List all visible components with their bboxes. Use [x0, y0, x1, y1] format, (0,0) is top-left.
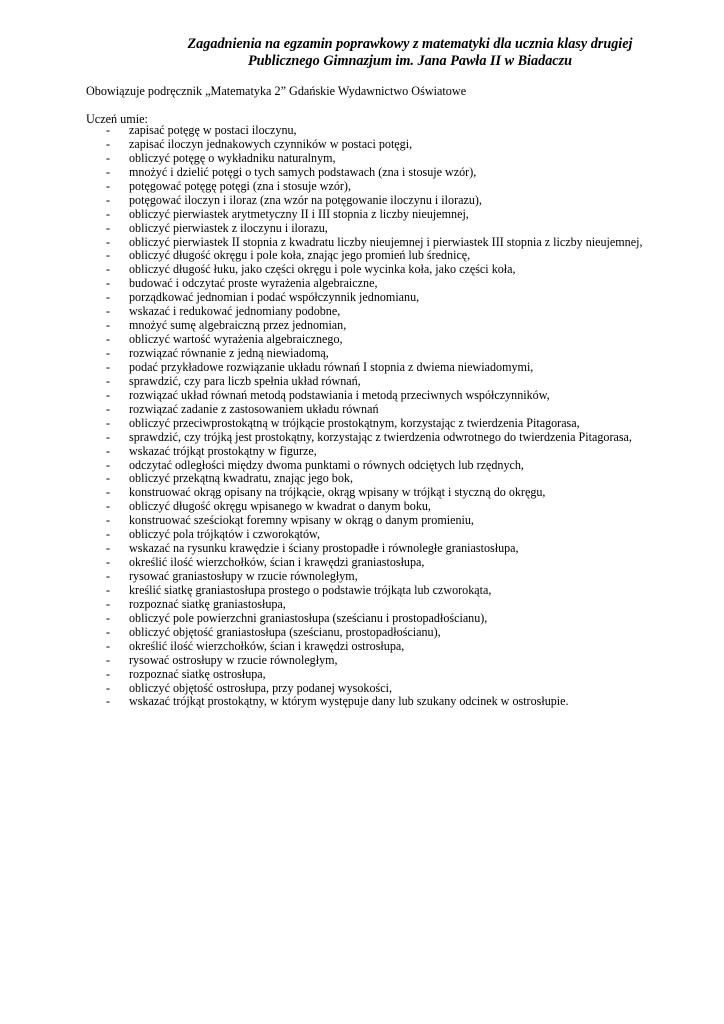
list-item-text: obliczyć wartość wyrażenia algebraicznego, — [129, 332, 343, 347]
list-bullet: - — [106, 304, 111, 319]
list-bullet: - — [106, 164, 111, 179]
skills-intro: Uczeń umie: — [86, 112, 148, 126]
list-item-text: konstruować okrąg opisany na trójkącie, okrąg wpisany w trójkąt i styczną do okręgu, — [129, 485, 546, 500]
list-item-text: potęgować potęgę potęgi (zna i stosuje wzór), — [129, 178, 351, 193]
list-bullet: - — [106, 373, 111, 388]
list-bullet: - — [106, 318, 111, 333]
list-bullet: - — [106, 262, 111, 277]
list-bullet: - — [106, 694, 111, 709]
list-bullet: - — [106, 555, 111, 570]
list-item-text: obliczyć pierwiastek II stopnia z kwadratu liczby nieujemnej i pierwiastek III stopnia z liczby nieujemnej, — [129, 234, 643, 249]
textbook-note: Obowiązuje podręcznik „Matematyka 2” Gdańskie Wydawnictwo Oświatowe — [86, 84, 467, 98]
list-item-text: wskazać trójkąt prostokątny w figurze, — [129, 443, 317, 458]
list-item-text: sprawdzić, czy trójką jest prostokątny, korzystając z twierdzenia odwrotnego do twierdzenia Pitagorasa, — [129, 429, 632, 444]
list-bullet: - — [106, 541, 111, 556]
list-item-text: odczytać odległości między dwoma punktami o równych odciętych lub rzędnych, — [129, 457, 524, 472]
list-item-text: obliczyć objętość graniastosłupa (sześcianu, prostopadłościanu), — [129, 624, 441, 639]
list-item-text: mnożyć i dzielić potęgi o tych samych podstawach (zna i stosuje wzór), — [129, 164, 477, 179]
list-item-text: obliczyć pola trójkątów i czworokątów, — [129, 527, 320, 542]
list-bullet: - — [106, 624, 111, 639]
list-bullet: - — [106, 666, 111, 681]
list-item-text: obliczyć pierwiastek z iloczynu i ilorazu, — [129, 220, 328, 235]
list-bullet: - — [106, 471, 111, 486]
list-bullet: - — [106, 234, 111, 249]
title-line-1: Zagadnienia na egzamin poprawkowy z matematyki dla ucznia klasy drugiej — [187, 36, 633, 52]
list-bullet: - — [106, 527, 111, 542]
list-item-text: mnożyć sumę algebraiczną przez jednomian, — [129, 318, 347, 333]
list-bullet: - — [106, 499, 111, 514]
list-bullet: - — [106, 443, 111, 458]
list-item-text: kreślić siatkę graniastosłupa prostego o podstawie trójkąta lub czworokąta, — [129, 582, 492, 597]
list-item-text: zapisać iloczyn jednakowych czynników w postaci potęgi, — [129, 136, 413, 151]
list-bullet: - — [106, 680, 111, 695]
list-item-text: rozpoznać siatkę graniastosłupa, — [129, 596, 286, 611]
list-bullet: - — [106, 569, 111, 583]
list-bullet: - — [106, 123, 111, 137]
list-bullet: - — [106, 429, 111, 444]
list-item-text: rysować graniastosłupy w rzucie równoległym, — [129, 569, 358, 583]
list-bullet: - — [106, 652, 111, 667]
list-item-text: wskazać trójkąt prostokątny, w którym występuje dany lub szukany odcinek w ostrosłupie. — [129, 694, 569, 709]
list-bullet: - — [106, 136, 111, 151]
list-item-text: rozwiązać zadanie z zastosowaniem układu równań — [129, 401, 379, 416]
list-item-text: konstruować sześciokąt foremny wpisany w okrąg o danym promieniu, — [129, 513, 474, 528]
list-item-text: obliczyć długość łuku, jako części okręgu i pole wycinka koła, jako części koła, — [129, 262, 516, 277]
list-item-text: rysować ostrosłupy w rzucie równoległym, — [129, 652, 338, 667]
list-bullet: - — [106, 346, 111, 360]
title-line-2: Publicznego Gimnazjum im. Jana Pawła II w Biadaczu — [247, 53, 572, 69]
list-item-text: wskazać na rysunku krawędzie i ściany prostopadłe i równoległe graniastosłupa, — [129, 541, 519, 556]
list-item-text: sprawdzić, czy para liczb spełnia układ równań, — [129, 373, 361, 388]
list-item-text: określić ilość wierzchołków, ścian i krawędzi graniastosłupa, — [129, 555, 425, 570]
list-bullet: - — [106, 513, 111, 528]
list-bullet: - — [106, 457, 111, 472]
list-item-text: rozwiązać układ równań metodą podstawiania i metodą przeciwnych współczynników, — [129, 387, 550, 402]
list-bullet: - — [106, 610, 111, 625]
list-bullet: - — [106, 206, 111, 221]
document-title — [60, 36, 724, 70]
list-item-text: obliczyć objętość ostrosłupa, przy podanej wysokości, — [129, 680, 392, 695]
list-item-text: obliczyć pole powierzchni graniastosłupa (sześcianu i prostopadłościanu), — [129, 610, 488, 625]
list-item-text: obliczyć przeciwprostokątną w trójkącie prostokątnym, korzystając z twierdzenia Pitagorasa, — [129, 415, 580, 430]
list-item-text: określić ilość wierzchołków, ścian i krawędzi ostrosłupa, — [129, 638, 405, 653]
list-bullet: - — [106, 248, 111, 263]
list-item-text: budować i odczytać proste wyrażenia algebraiczne, — [129, 276, 378, 291]
list-bullet: - — [106, 359, 111, 374]
list-bullet: - — [106, 220, 111, 235]
list-bullet: - — [106, 485, 111, 500]
list-item-text: podać przykładowe rozwiązanie układu równań I stopnia z dwiema niewiadomymi, — [129, 359, 534, 374]
list-bullet: - — [106, 332, 111, 347]
list-bullet: - — [106, 192, 111, 207]
list-bullet: - — [106, 401, 111, 416]
list-item-text: obliczyć pierwiastek arytmetyczny II i III stopnia z liczby nieujemnej, — [129, 206, 469, 221]
list-item-text: obliczyć długość okręgu wpisanego w kwadrat o danym boku, — [129, 499, 431, 514]
list-bullet: - — [106, 290, 111, 305]
list-bullet: - — [106, 415, 111, 430]
list-item-text: obliczyć potęgę o wykładniku naturalnym, — [129, 150, 336, 165]
list-item-text: rozpoznać siatkę ostrosłupa, — [129, 666, 266, 681]
list-item-text: rozwiązać równanie z jedną niewiadomą, — [129, 346, 329, 360]
list-bullet: - — [106, 596, 111, 611]
list-bullet: - — [106, 178, 111, 193]
list-item-text: obliczyć długość okręgu i pole koła, znając jego promień lub średnicę, — [129, 248, 471, 263]
list-bullet: - — [106, 150, 111, 165]
list-item-text: obliczyć przekątną kwadratu, znając jego bok, — [129, 471, 353, 486]
list-item-text: wskazać i redukować jednomiany podobne, — [129, 304, 341, 319]
list-bullet: - — [106, 276, 111, 291]
list-bullet: - — [106, 387, 111, 402]
list-bullet: - — [106, 638, 111, 653]
list-bullet: - — [106, 582, 111, 597]
list-item-text: potęgować iloczyn i iloraz (zna wzór na potęgowanie iloczynu i ilorazu), — [129, 192, 482, 207]
list-item-text: porządkować jednomian i podać współczynnik jednomianu, — [129, 290, 420, 305]
list-item-text: zapisać potęgę w postaci iloczynu, — [129, 123, 297, 137]
